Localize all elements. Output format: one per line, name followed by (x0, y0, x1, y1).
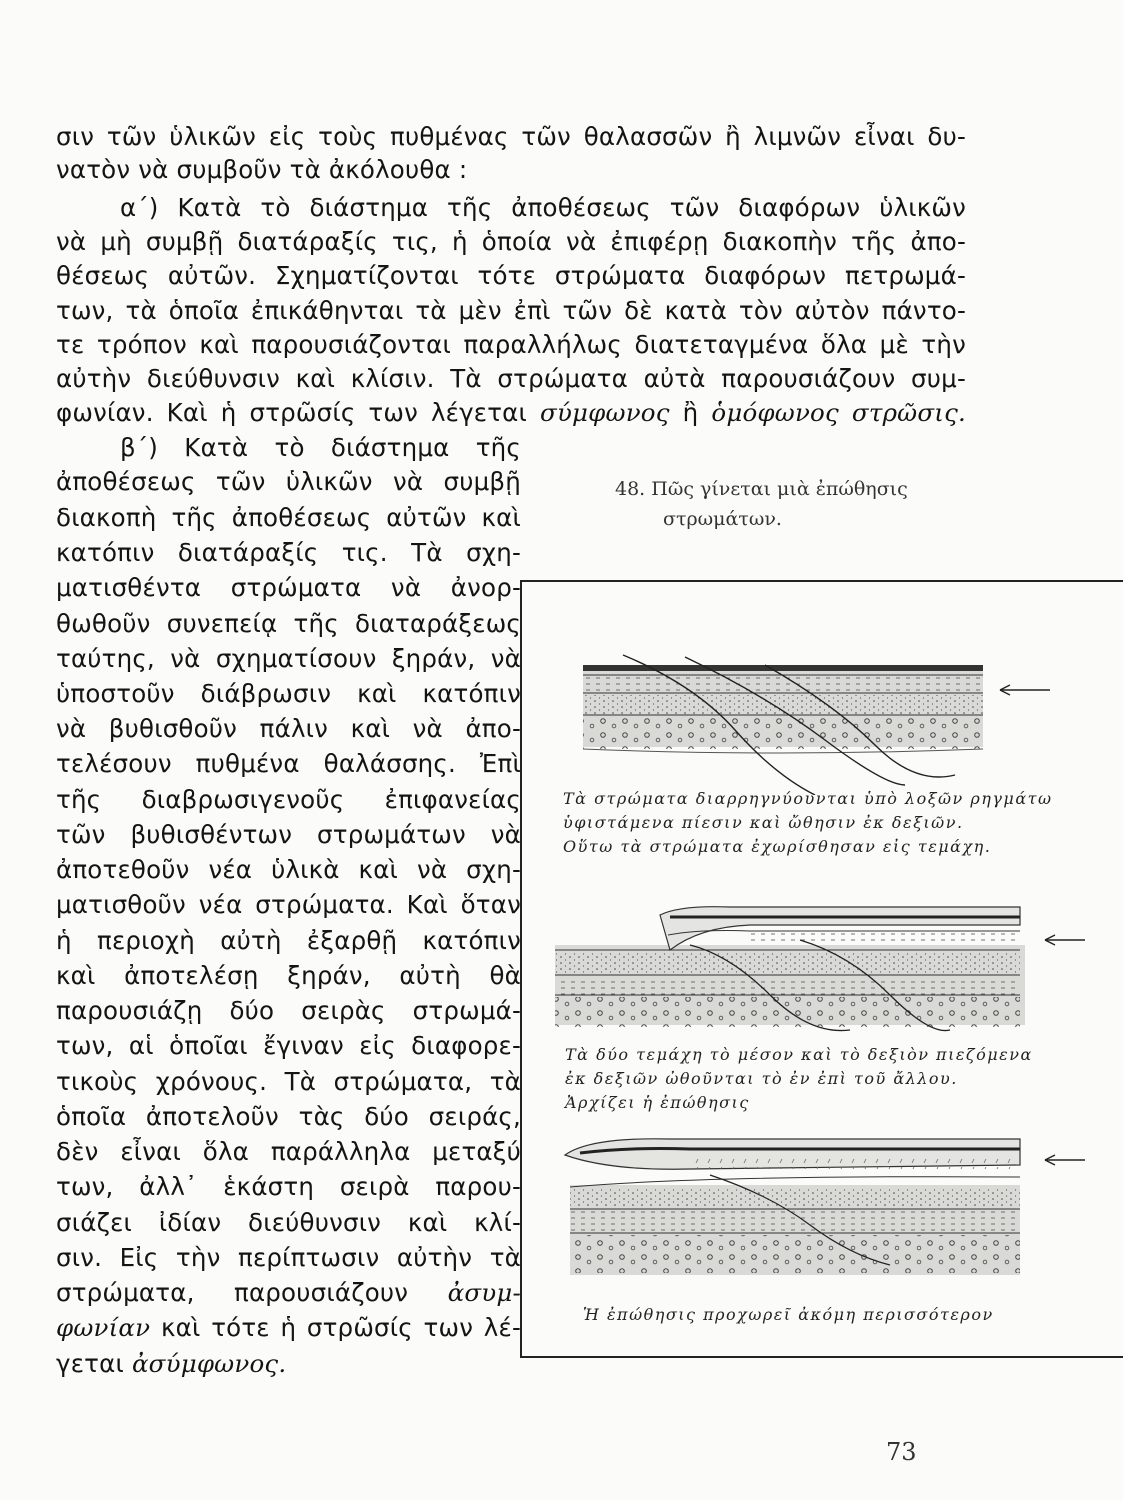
text-span: καὶ τότε ἡ στρῶσίς των λέ- (161, 1313, 521, 1342)
italic-term: ἀσύμφωνος. (131, 1349, 287, 1378)
figure-caption-line2: στρωμάτων. (663, 508, 782, 530)
panel1-caption-line: ὑφιστάμενα πίεσιν καὶ ὤθησιν ἐκ δεξιῶν. (563, 813, 964, 832)
text-line: ταύτης, νὰ σχηματίσουν ξηράν, νὰ (56, 644, 521, 673)
italic-term: σύμφωνος (540, 398, 670, 427)
text-line: σιάζει ἰδίαν διεύθυνσιν καὶ κλί- (56, 1208, 521, 1237)
panel2-caption-line: Ἀρχίζει ἡ ἐπώθησις (565, 1093, 750, 1112)
panel3-caption: Ἡ ἐπώθησις προχωρεῖ ἀκόμη περισσότερον (583, 1305, 994, 1324)
text-line: νατὸν νὰ συμβοῦν τὰ ἀκόλουθα : (56, 155, 468, 184)
panel2-caption-line: Τὰ δύο τεμάχη τὸ μέσον καὶ τὸ δεξιὸν πιεζόμενα (565, 1045, 1033, 1064)
text-line: καὶ ἀποτελέσῃ ξηράν, αὐτὴ θὰ (56, 961, 521, 990)
panel1-caption-line: Τὰ στρώματα διαρρηγνύουνται ὑπὸ λοξῶν ρηγμάτω (563, 789, 1053, 808)
text-line (56, 397, 966, 429)
text-span: στρώματα, παρουσιάζουν (56, 1278, 409, 1307)
text-line: διακοπὴ τῆς ἀποθέσεως αὐτῶν καὶ (56, 503, 521, 532)
text-line: θωθοῦν συνεπείᾳ τῆς διαταράξεως (56, 609, 521, 638)
text-line: παρουσιάζῃ δύο σειρὰς στρωμά- (56, 996, 521, 1025)
text-line: νὰ μὴ συμβῇ διατάραξίς τις, ἡ ὁποία νὰ ἐπιφέρῃ διακοπὴν τῆς ἀπο- (56, 227, 966, 256)
text-line: τῶν βυθισθέντων στρωμάτων νὰ (56, 820, 521, 849)
page-number: 73 (886, 1438, 917, 1466)
text-line: α΄) Κατὰ τὸ διάστημα τῆς ἀποθέσεως τῶν διαφόρων ὑλικῶν (120, 193, 966, 222)
text-line: σιν. Εἰς τὴν περίπτωσιν αὐτὴν τὰ (56, 1243, 521, 1272)
text-line: ἡ περιοχὴ αὐτὴ ἐξαρθῇ κατόπιν (56, 926, 521, 955)
text-span: φωνίαν. Καὶ ἡ στρῶσίς των λέγεται (56, 398, 528, 427)
text-line: ἀποθέσεως τῶν ὑλικῶν νὰ συμβῇ (56, 467, 521, 496)
figure-caption-title: 48. Πῶς γίνεται μιὰ ἐπώθησις (615, 478, 908, 500)
text-line: νὰ βυθισθοῦν πάλιν καὶ νὰ ἀπο- (56, 714, 521, 743)
italic-term: ἀσυμ- (447, 1278, 521, 1307)
text-line: β΄) Κατὰ τὸ διάστημα τῆς (120, 433, 521, 462)
text-line (56, 1312, 521, 1344)
text-line: ματισθοῦν νέα στρώματα. Καὶ ὅταν (56, 890, 521, 919)
text-line: τῆς διαβρωσιγενοῦς ἐπιφανείας (56, 785, 521, 814)
thrust-diagram-stage-1 (575, 645, 1075, 795)
text-line (56, 1277, 521, 1309)
text-line: των, ἀλλ᾽ ἑκάστη σειρὰ παρου- (56, 1172, 521, 1201)
thrust-diagram-stage-2 (550, 895, 1090, 1035)
text-line: αὐτὴν διεύθυνσιν καὶ κλίσιν. Τὰ στρώματα αὐτὰ παρουσιάζουν συμ- (56, 364, 966, 393)
text-line: ματισθέντα στρώματα νὰ ἀνορ- (56, 573, 521, 602)
text-line (56, 1348, 521, 1380)
text-line: θέσεως αὐτῶν. Σχηματίζονται τότε στρώματα διαφόρων πετρωμά- (56, 261, 966, 290)
thrust-diagram-stage-3 (550, 1125, 1090, 1285)
text-line: τε τρόπον καὶ παρουσιάζονται παραλλήλως διατεταγμένα ὅλα μὲ τὴν (56, 330, 966, 359)
text-line: ἀποτεθοῦν νέα ὑλικὰ καὶ νὰ σχη- (56, 855, 521, 884)
italic-term: φωνίαν (56, 1313, 151, 1342)
text-line: κατόπιν διατάραξίς τις. Τὰ σχη- (56, 538, 521, 567)
text-line: τελέσουν πυθμένα θαλάσσης. Ἐπὶ (56, 749, 521, 778)
italic-term: ὁμόφωνος στρῶσις. (711, 398, 966, 427)
text-line: ὑποστοῦν διάβρωσιν καὶ κατόπιν (56, 679, 521, 708)
text-line: σιν τῶν ὑλικῶν εἰς τοὺς πυθμένας τῶν θαλασσῶν ἢ λιμνῶν εἶναι δυ- (56, 122, 966, 151)
text-line: των, αἱ ὁποῖαι ἔγιναν εἰς διαφορε- (56, 1031, 521, 1060)
text-span: ἢ (682, 398, 699, 427)
text-span: γεται (56, 1349, 124, 1378)
text-line: τικοὺς χρόνους. Τὰ στρώματα, τὰ (56, 1067, 521, 1096)
figure-caption (615, 474, 908, 534)
panel1-caption-line: Οὕτω τὰ στρώματα ἐχωρίσθησαν εἰς τεμάχη. (563, 837, 992, 856)
text-line: ὁποῖα ἀποτελοῦν τὰς δύο σειράς, (56, 1102, 521, 1131)
text-line: δὲν εἶναι ὅλα παράλληλα μεταξύ (56, 1137, 521, 1166)
panel2-caption-line: ἐκ δεξιῶν ὠθοῦνται τὸ ἐν ἐπὶ τοῦ ἄλλου. (565, 1069, 958, 1088)
text-line: των, τὰ ὁποῖα ἐπικάθηνται τὰ μὲν ἐπὶ τῶν δὲ κατὰ τὸν αὐτὸν πάντο- (56, 296, 966, 325)
